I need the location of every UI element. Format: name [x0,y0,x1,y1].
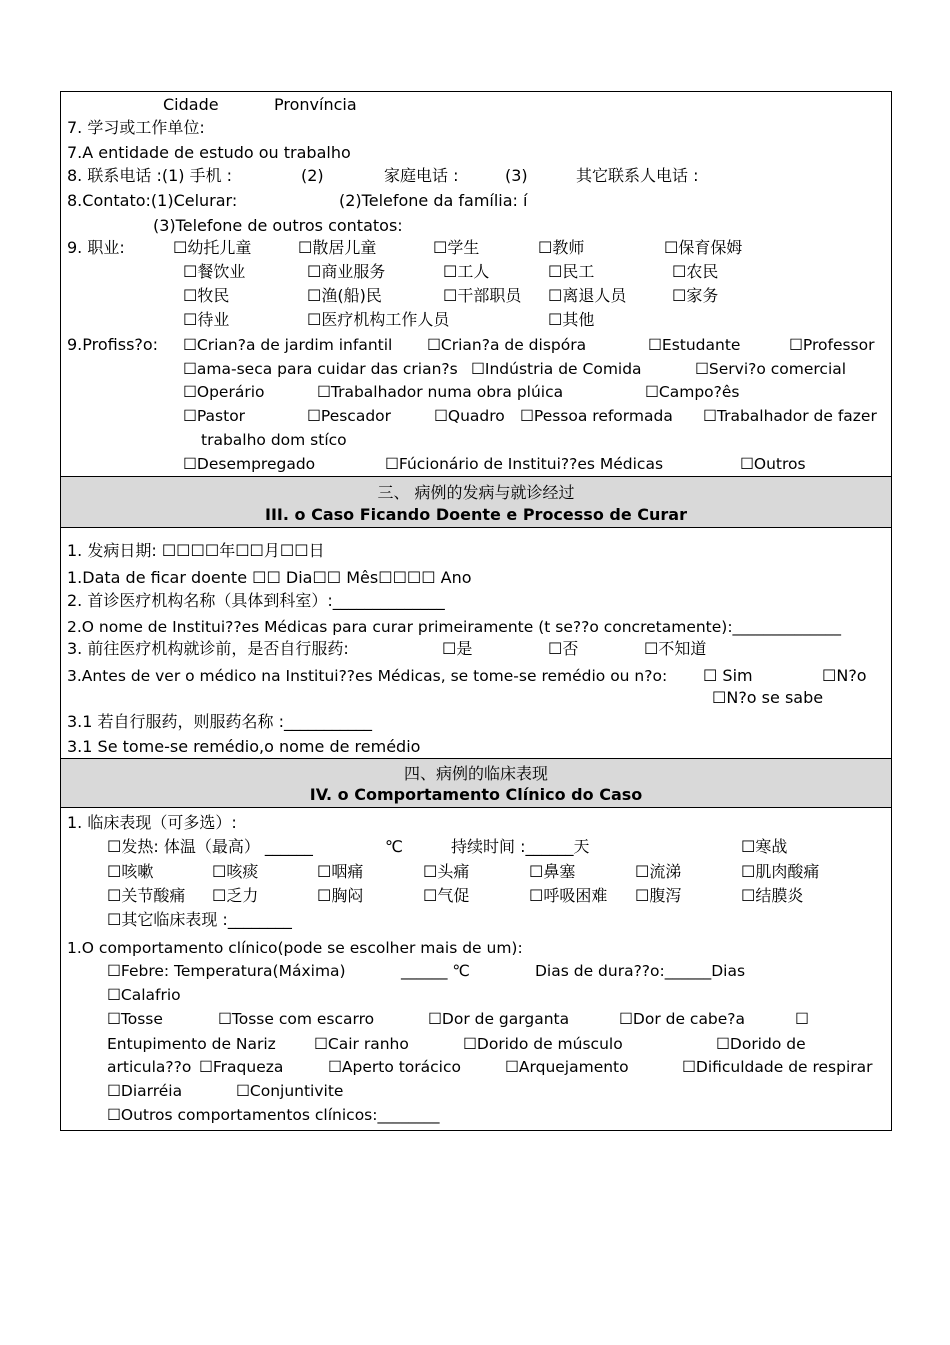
q9-pt-opt-6[interactable]: ☐Indústria de Comida [471,360,642,378]
s2-q1-zh: 1. 发病日期: ☐☐☐☐年☐☐月☐☐日 [67,541,325,560]
q9-zh-opt-6[interactable]: ☐餐饮业 [183,262,246,281]
s2-q31-zh: 3.1 若自行服药，则服药名称 :___________ [67,712,373,731]
q9-pt-opt-15-cont: trabalho dom stíco [201,431,347,449]
section-header-iii [60,476,892,527]
s3-zh-opt-8[interactable]: ☐肌肉酸痛 [741,862,820,881]
s3-zh-opt-3[interactable]: ☐咳痰 [212,862,259,881]
s2-q3-pt-unknown[interactable]: ☐N?o se sabe [712,688,824,707]
s2-q3-zh: 3. 前往医疗机构就诊前，是否自行服药: [67,639,349,658]
s3-zh-other[interactable]: ☐其它临床表现 :________ [107,910,292,929]
q9-zh-opt-9[interactable]: ☐民工 [548,262,595,281]
q9-pt-opt-9[interactable]: ☐Trabalhador numa obra plúica [317,383,564,401]
q9-zh-opt-5[interactable]: ☐保育保姆 [664,238,743,257]
s2-q3-zh-unknown[interactable]: ☐不知道 [644,639,707,658]
q9-zh-opt-11[interactable]: ☐牧民 [183,286,230,305]
q9-zh-opt-3[interactable]: ☐学生 [433,238,480,257]
s3-zh-opt-14[interactable]: ☐腹泻 [635,886,682,905]
city-label: Cidade [163,95,219,114]
s3-pt-opt-2[interactable]: ☐Tosse [107,1010,163,1028]
s3-pt-opt-8[interactable]: ☐Dorido de músculo [463,1035,623,1053]
q9-zh-opt-13[interactable]: ☐干部职员 [443,286,522,305]
s3-pt-opt-9-cont: articula??o [107,1058,192,1076]
q9-zh-opt-1[interactable]: ☐幼托儿童 [173,238,252,257]
s3-pt-other[interactable]: ☐Outros comportamentos clínicos:________ [107,1106,440,1124]
s2-q2-zh: 2. 首诊医疗机构名称（具体到科室）:______________ [67,591,445,610]
s3-pt-opt-6-cont: Entupimento de Nariz [107,1035,276,1053]
s3-pt-opt-4[interactable]: ☐Dor de garganta [428,1010,570,1028]
q9-zh-opt-10[interactable]: ☐农民 [672,262,719,281]
s3-pt-opt-13[interactable]: ☐Dificuldade de respirar [682,1058,873,1076]
q9-pt-opt-13[interactable]: ☐Quadro [434,407,505,425]
s2-q31-pt: 3.1 Se tome-se remédio,o nome de remédio [67,737,421,756]
s2-q2-pt: 2.O nome de Institui??es Médicas para curar primeiramente (t se??o concretamente):______________ [67,618,842,636]
s3-q1-zh: 1. 临床表现（可多选）: [67,813,237,832]
s3-pt-opt-6[interactable]: ☐ [795,1010,809,1028]
s3-zh-fever[interactable]: ☐发热: 体温（最高） ______ [107,837,313,856]
q9-zh-opt-4[interactable]: ☐教师 [538,238,585,257]
s3-pt-opt-3[interactable]: ☐Tosse com escarro [218,1010,375,1028]
q9-zh-opt-12[interactable]: ☐渔(船)民 [307,286,382,305]
s3-zh-opt-4[interactable]: ☐咽痛 [317,862,364,881]
q8-zh-home: 家庭电话 : [384,166,459,185]
section-clinical [60,807,892,1131]
q8-zh-mobile: 8. 联系电话 :(1) 手机 : [67,166,233,185]
q8-pt-other: (3)Telefone de outros contatos: [153,216,403,235]
s2-q3-pt-yes[interactable]: ☐ Sim [703,666,753,685]
s3-pt-opt-11[interactable]: ☐Aperto torácico [328,1058,461,1076]
q9-zh-opt-14[interactable]: ☐离退人员 [548,286,627,305]
s3-zh-opt-7[interactable]: ☐流涕 [635,862,682,881]
s3-pt-opt-7[interactable]: ☐Cair ranho [314,1035,409,1053]
s3-pt-duration: Dias de dura??o:______Dias [535,962,746,980]
q9-pt-opt-8[interactable]: ☐Operário [183,383,265,401]
q8-pt-home: (2)Telefone da família: í [339,191,528,210]
s3-pt-opt-12[interactable]: ☐Arquejamento [505,1058,629,1076]
q8-zh-2: (2) [301,166,324,185]
s3-pt-opt-9[interactable]: ☐Dorido de [716,1035,806,1053]
q9-pt-opt-12[interactable]: ☐Pescador [307,407,392,425]
s2-q3-zh-no[interactable]: ☐否 [548,639,579,658]
q8-pt-mobile: 8.Contato:(1)Celurar: [67,191,238,210]
q9-pt-opt-2[interactable]: ☐Crian?a de dispóra [427,336,587,354]
q9-zh-opt-18[interactable]: ☐其他 [548,310,595,329]
q9-zh-opt-16[interactable]: ☐待业 [183,310,230,329]
s3-pt-blank: ______ ℃ [401,962,470,980]
province-label: Pronvíncia [274,95,357,114]
s3-zh-opt-2[interactable]: ☐咳嗽 [107,862,154,881]
q9-zh-opt-17[interactable]: ☐医疗机构工作人员 [307,310,450,329]
s2-q3-pt-no[interactable]: ☐N?o [822,666,867,685]
q9-pt-opt-15[interactable]: ☐Trabalhador de fazer [703,407,877,425]
q7-pt: 7.A entidade de estudo ou trabalho [67,143,351,162]
s3-zh-opt-1[interactable]: ☐寒战 [741,837,788,856]
s3-zh-opt-10[interactable]: ☐乏力 [212,886,259,905]
form-sheet [60,91,892,1131]
section-header-iv [60,758,892,807]
section-personal-info [60,91,892,476]
q8-zh-other: 其它联系人电话 : [576,166,699,185]
q9-pt-opt-16[interactable]: ☐Desempregado [183,455,316,473]
s3-pt-opt-5[interactable]: ☐Dor de cabe?a [619,1010,746,1028]
q9-pt-opt-5[interactable]: ☐ama-seca para cuidar das crian?s [183,360,458,378]
q9-pt-opt-18[interactable]: ☐Outros [740,455,806,473]
q9-pt-opt-10[interactable]: ☐Campo?ês [645,383,740,401]
s3-q1-pt: 1.O comportamento clínico(pode se escolher mais de um): [67,939,523,957]
q9-zh-opt-15[interactable]: ☐家务 [672,286,719,305]
section-iii-title-zh: 三、 病例的发病与就诊经过 [377,483,575,502]
q9-zh-label: 9. 职业: [67,238,125,257]
q9-zh-opt-7[interactable]: ☐商业服务 [307,262,386,281]
q9-zh-opt-8[interactable]: ☐工人 [443,262,490,281]
q9-pt-label: 9.Profiss?o: [67,335,159,354]
s3-pt-opt-10[interactable]: ☐Fraqueza [199,1058,284,1076]
s3-zh-duration: 持续时间 :______天 [451,837,590,856]
q8-zh-3: (3) [505,166,528,185]
s3-zh-opt-5[interactable]: ☐头痛 [423,862,470,881]
s3-zh-opt-11[interactable]: ☐胸闷 [317,886,364,905]
q9-zh-opt-2[interactable]: ☐散居儿童 [298,238,377,257]
q9-pt-opt-11[interactable]: ☐Pastor [183,407,246,425]
s3-zh-deg: ℃ [385,837,403,856]
section-iv-title-zh: 四、病例的临床表现 [403,764,548,783]
section-iv-title-pt: IV. o Comportamento Clínico do Caso [309,785,643,804]
s3-pt-opt-1[interactable]: ☐Calafrio [107,986,181,1004]
s2-q3-zh-yes[interactable]: ☐是 [442,639,473,658]
q9-pt-opt-14[interactable]: ☐Pessoa reformada [520,407,673,425]
q9-pt-opt-4[interactable]: ☐Professor [789,336,875,354]
s3-zh-opt-12[interactable]: ☐气促 [423,886,470,905]
q9-pt-opt-3[interactable]: ☐Estudante [648,336,741,354]
q9-pt-opt-7[interactable]: ☐Servi?o comercial [695,360,847,378]
s2-q3-pt: 3.Antes de ver o médico na Institui??es Médicas, se tome-se remédio ou n?o: [67,667,668,685]
s3-zh-opt-13[interactable]: ☐呼吸困难 [529,886,608,905]
s2-q1-pt: 1.Data de ficar doente ☐☐ Dia☐☐ Mês☐☐☐☐ Ano [67,568,472,587]
q7-zh: 7. 学习或工作单位: [67,118,205,137]
q9-pt-opt-17[interactable]: ☐Fúcionário de Institui??es Médicas [385,455,664,473]
section-iii-title-pt: III. o Caso Ficando Doente e Processo de Curar [265,505,687,524]
s3-zh-opt-6[interactable]: ☐鼻塞 [529,862,576,881]
section-onset-treatment [60,527,892,758]
s3-zh-opt-9[interactable]: ☐关节酸痛 [107,886,186,905]
q9-pt-opt-1[interactable]: ☐Crian?a de jardim infantil [183,336,393,354]
s3-pt-opt-14[interactable]: ☐Diarréia [107,1082,183,1100]
s3-zh-opt-15[interactable]: ☐结膜炎 [741,886,804,905]
s3-pt-fever[interactable]: ☐Febre: Temperatura(Máxima) [107,962,346,980]
s3-pt-opt-15[interactable]: ☐Conjuntivite [236,1082,344,1100]
